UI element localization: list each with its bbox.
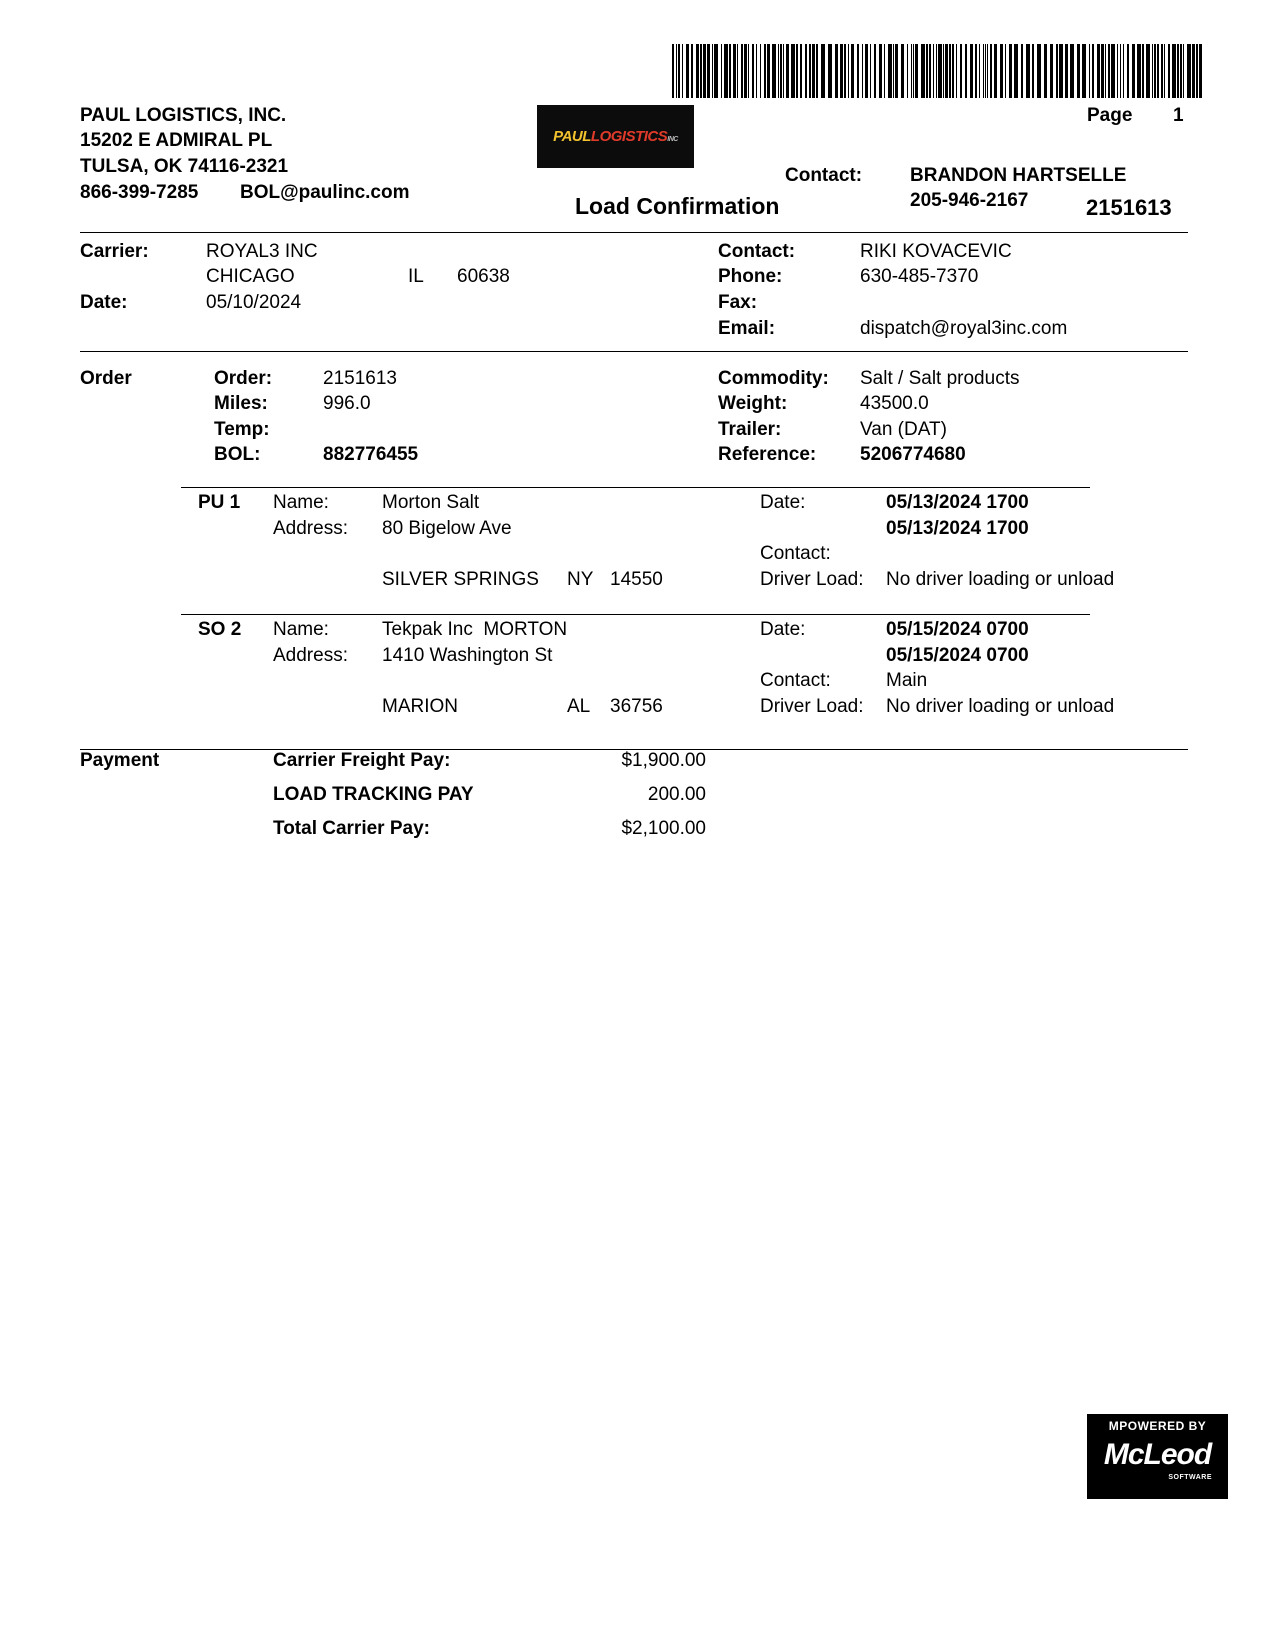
stop-contact: Main [886,670,928,691]
header-contact-phone: 205-946-2167 [910,190,1029,211]
barcode-image [672,44,1202,98]
carrier-label: Carrier: [80,241,149,262]
payment-total-amount: $2,100.00 [621,818,706,839]
mcleod-software-text: SOFTWARE [1168,1474,1212,1481]
payment-total-label: Total Carrier Pay: [273,818,430,839]
page-number: 1 [1173,105,1184,126]
carrier-phone-label: Phone: [718,266,783,287]
payment-section-label: Payment [80,750,160,771]
mcleod-brand-text: McLeod [1103,1438,1212,1471]
bol-label: BOL: [214,444,261,465]
miles-value: 996.0 [323,393,371,414]
header-contact-name: BRANDON HARTSELLE [910,165,1127,186]
powered-by-text: MPOWERED BY [1108,1419,1207,1433]
stop-date-2: 05/15/2024 0700 [886,645,1029,666]
stop-driver-load-label: Driver Load: [760,569,864,590]
stop-address-label: Address: [273,518,348,539]
stop-city: MARION [382,696,458,717]
stop-contact-label: Contact: [760,670,831,691]
carrier-contact-label: Contact: [718,241,796,262]
company-phone: 866-399-7285 [80,182,199,203]
stop-name-label: Name: [273,492,329,513]
divider [80,351,1188,352]
carrier-city: CHICAGO [206,266,295,287]
header-order-number: 2151613 [1086,195,1172,220]
stop-name: Tekpak Inc MORTON [382,619,568,640]
stop-code: PU 1 [198,492,241,513]
carrier-zip: 60638 [457,266,510,287]
divider [80,232,1188,233]
stop-contact-label: Contact: [760,543,831,564]
stop-date-1: 05/15/2024 0700 [886,619,1029,640]
stop-address: 80 Bigelow Ave [382,518,512,539]
company-address-1: 15202 E ADMIRAL PL [80,130,273,151]
stop-state: NY [567,569,594,590]
order-label: Order: [214,368,273,389]
carrier-name: ROYAL3 INC [206,241,318,262]
payment-item-amount: 200.00 [647,784,706,805]
carrier-date-label: Date: [80,292,128,313]
company-logo: PAULLOGISTICSINC [537,105,694,168]
weight-value: 43500.0 [860,393,929,414]
stop-zip: 14550 [610,569,663,590]
company-email: BOL@paulinc.com [240,182,410,203]
commodity-value: Salt / Salt products [860,368,1020,389]
trailer-value: Van (DAT) [860,419,947,440]
stop-date-1: 05/13/2024 1700 [886,492,1029,513]
stop-zip: 36756 [610,696,663,717]
carrier-phone: 630-485-7370 [860,266,979,287]
miles-label: Miles: [214,393,268,414]
stop-name: Morton Salt [382,492,480,513]
commodity-label: Commodity: [718,368,829,389]
stop-driver-load-label: Driver Load: [760,696,864,717]
page-title: Load Confirmation [575,193,780,219]
company-name: PAUL LOGISTICS, INC. [80,105,287,126]
stop-divider [181,487,1090,488]
stop-date-label: Date: [760,619,806,640]
carrier-date: 05/10/2024 [206,292,302,313]
stop-address: 1410 Washington St [382,645,553,666]
stop-city: SILVER SPRINGS [382,569,539,590]
weight-label: Weight: [718,393,788,414]
carrier-email-label: Email: [718,318,776,339]
payment-item-amount: $1,900.00 [621,750,706,771]
company-address-2: TULSA, OK 74116-2321 [80,156,289,177]
header-contact-label: Contact: [785,165,863,186]
reference-value: 5206774680 [860,444,966,465]
page-label: Page [1087,105,1133,126]
stop-name-label: Name: [273,619,329,640]
carrier-email: dispatch@royal3inc.com [860,318,1068,339]
carrier-fax-label: Fax: [718,292,758,313]
carrier-state: IL [408,266,424,287]
stop-date-2: 05/13/2024 1700 [886,518,1029,539]
stop-driver-load: No driver loading or unload [886,696,1115,717]
order-value: 2151613 [323,368,397,389]
mcleod-logo [1087,1414,1228,1499]
stop-divider [181,614,1090,615]
temp-label: Temp: [214,419,270,440]
stop-code: SO 2 [198,619,242,640]
reference-label: Reference: [718,444,817,465]
carrier-contact: RIKI KOVACEVIC [860,241,1012,262]
order-section-label: Order [80,368,132,389]
stop-driver-load: No driver loading or unload [886,569,1115,590]
bol-value: 882776455 [323,444,419,465]
payment-item-label: Carrier Freight Pay: [273,750,451,771]
stop-date-label: Date: [760,492,806,513]
payment-item-label: LOAD TRACKING PAY [273,784,474,805]
stop-state: AL [567,696,591,717]
stop-address-label: Address: [273,645,348,666]
trailer-label: Trailer: [718,419,782,440]
